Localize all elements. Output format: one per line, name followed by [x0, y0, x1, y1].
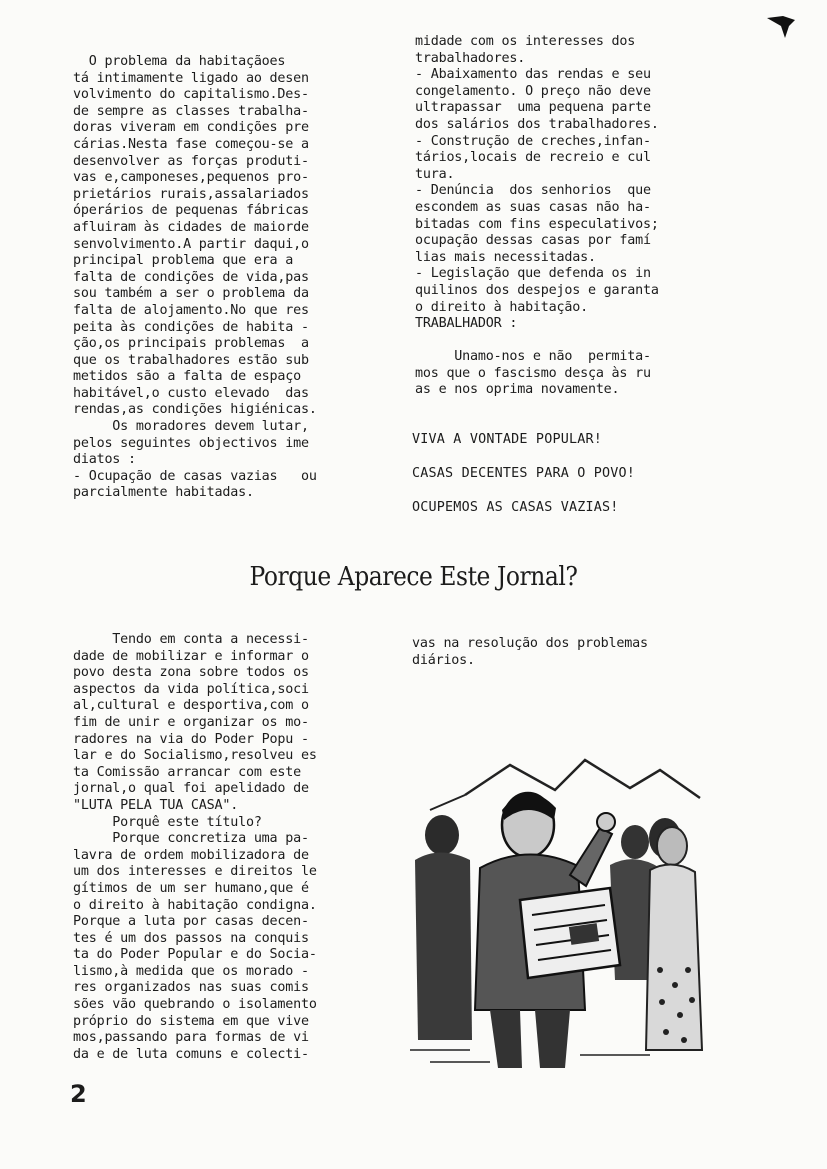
text-line: mos,passando para formas de vi [73, 1030, 309, 1046]
corner-ink-mark [765, 10, 805, 44]
article-title: Porque Aparece Este Jornal? [249, 562, 578, 592]
text-line: dade de mobilizar e informar o [73, 648, 309, 664]
text-line: volvimento do capitalismo.Des- [73, 87, 309, 103]
text-line: sou também a ser o problema da [73, 286, 309, 302]
text-line: mos que o fascismo desça às ru [415, 365, 651, 381]
text-line: afluiram às cidades de maiorde [73, 219, 309, 235]
slogan-line: VIVA A VONTADE POPULAR! [412, 432, 603, 447]
text-line: lavra de ordem mobilizadora de [73, 847, 309, 863]
text-line: povo desta zona sobre todos os [73, 665, 309, 681]
text-line: vas na resolução dos problemas [412, 636, 648, 651]
text-line: O problema da habitaçãoes [73, 54, 286, 69]
text-line: Porque concretiza uma pa- [73, 831, 309, 847]
page-number: 2 [70, 1080, 87, 1108]
text-line: doras viveram em condições pre [73, 120, 309, 136]
crowd-illustration [410, 750, 715, 1075]
text-line: Porque a luta por casas decen- [73, 914, 309, 930]
text-line: jornal,o qual foi apelidado de [73, 781, 309, 797]
text-line: diatos : [73, 452, 136, 468]
text-line: ção,os principais problemas a [73, 336, 309, 352]
text-line: lismo,à medida que os morado - [73, 963, 309, 979]
text-line: sões vão quebrando o isolamento [73, 997, 317, 1013]
text-line: principal problema que era a [73, 253, 294, 269]
text-line: ta Comissão arrancar com este [73, 764, 301, 780]
text-line: TRABALHADOR : [415, 316, 518, 332]
text-line: diários. [412, 652, 475, 668]
top-right-text-column [415, 34, 659, 399]
text-line: prietários rurais,assalariados [73, 186, 309, 202]
text-line: óperários de pequenas fábricas [73, 203, 309, 219]
text-line: cárias.Nesta fase começou-se a [73, 136, 309, 152]
text-line: habitável,o custo elevado das [73, 385, 309, 401]
text-line: pelos seguintes objectivos ime [73, 435, 309, 451]
text-line: res organizados nas suas comis [73, 980, 309, 996]
slogan-line: CASAS DECENTES PARA O POVO! [412, 466, 636, 481]
text-line: escondem as suas casas não ha- [415, 199, 651, 215]
text-line: tura. [415, 166, 455, 182]
text-line: Tendo em conta a necessi- [73, 632, 309, 647]
text-line: parcialmente habitadas. [73, 485, 254, 501]
text-line: lias mais necessitadas. [415, 249, 596, 265]
text-line: - Abaixamento das rendas e seu [415, 67, 651, 83]
text-line: ta do Poder Popular e do Socia- [73, 947, 317, 963]
text-line: Porquê este título? [73, 814, 262, 830]
text-line: Unamo-nos e não permita- [415, 349, 651, 365]
text-line: da e de luta comuns e colecti- [73, 1046, 309, 1062]
text-line: senvolvimento.A partir daqui,o [73, 236, 309, 252]
text-line: - Legislação que defenda os in [415, 266, 651, 282]
text-line: falta de condições de vida,pas [73, 269, 309, 285]
text-line: midade com os interesses dos [415, 34, 636, 49]
text-line: falta de alojamento.No que res [73, 302, 309, 318]
bottom-right-text-column [412, 636, 648, 669]
text-line: "LUTA PELA TUA CASA". [73, 797, 239, 813]
text-line: as e nos oprima novamente. [415, 382, 620, 398]
text-line: al,cultural e desportiva,com o [73, 698, 309, 714]
text-line: lar e do Socialismo,resolveu es [73, 748, 317, 764]
text-line: trabalhadores. [415, 50, 526, 66]
text-line: tários,locais de recreio e cul [415, 150, 651, 166]
text-line: que os trabalhadores estão sub [73, 352, 309, 368]
text-line: - Ocupação de casas vazias ou [73, 468, 317, 484]
text-line: tá intimamente ligado ao desen [73, 70, 309, 86]
text-line: de sempre as classes trabalha- [73, 103, 309, 119]
text-line: bitadas com fins especulativos; [415, 216, 659, 232]
slogan-line: OCUPEMOS AS CASAS VAZIAS! [412, 500, 619, 515]
text-line: metidos são a falta de espaço [73, 369, 301, 385]
text-line: - Denúncia dos senhorios que [415, 183, 651, 199]
text-line: um dos interesses e direitos le [73, 864, 317, 880]
text-line: radores na via do Poder Popu - [73, 731, 309, 747]
text-line [415, 333, 659, 350]
text-line: fim de unir e organizar os mo- [73, 714, 309, 730]
text-line: aspectos da vida política,soci [73, 681, 309, 697]
slogans [412, 432, 635, 534]
text-line: tes é um dos passos na conquis [73, 930, 309, 946]
text-line: próprio do sistema em que vive [73, 1013, 309, 1029]
text-line: quilinos dos despejos e garanta [415, 282, 659, 298]
text-line: gítimos de um ser humano,que é [73, 880, 309, 896]
text-line: peita às condições de habita - [73, 319, 309, 335]
text-line: o direito à habitação. [415, 299, 588, 315]
text-line: ultrapassar uma pequena parte [415, 100, 651, 116]
text-line: rendas,as condições higiénicas. [73, 402, 317, 418]
text-line: - Construção de creches,infan- [415, 133, 651, 149]
text-line: Os moradores devem lutar, [73, 419, 309, 435]
bottom-left-text-column [73, 632, 317, 1063]
top-left-text-column [73, 54, 317, 502]
text-line: desenvolver as forças produti- [73, 153, 309, 169]
text-line: o direito à habitação condigna. [73, 897, 317, 913]
text-line: vas e,camponeses,pequenos pro- [73, 170, 309, 186]
text-line: dos salários dos trabalhadores. [415, 116, 659, 132]
text-line: ocupação dessas casas por famí [415, 233, 651, 249]
text-line: congelamento. O preço não deve [415, 83, 651, 99]
